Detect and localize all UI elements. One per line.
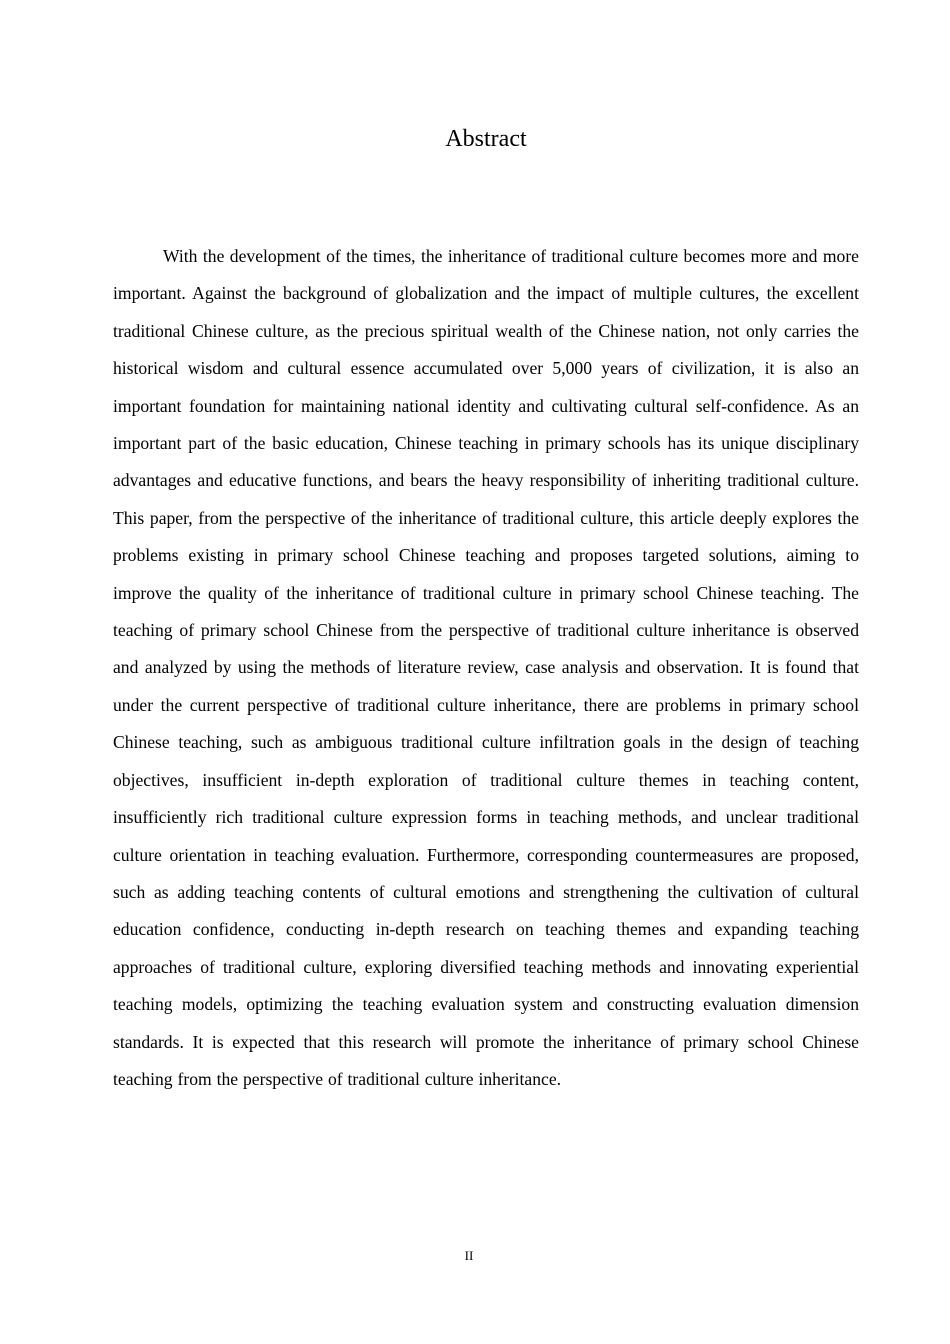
page-number: II [464,1248,474,1263]
abstract-body: With the development of the times, the inheritance of traditional culture becomes more and more important. Against the background of globalization and the impact of multiple cultures, the excellent traditional Chinese culture, as the precious spiritual wealth of the Chinese nation, not only carries the historical wisdom and cultural essence accumulated over 5,000 years of civilization, it is also an important foundation for maintaining national identity and cultivating cultural self-confidence. As an important part of the basic education, Chinese teaching in primary schools has its unique disciplinary advantages and educative functions, and bears the heavy responsibility of inheriting traditional culture. This paper, from the perspective of the inheritance of traditional culture, this article deeply explores the problems existing in primary school Chinese teaching and proposes targeted solutions, aiming to improve the quality of the inheritance of traditional culture in primary school Chinese teaching. The teaching of primary school Chinese from the perspective of traditional culture inheritance is observed and analyzed by using the methods of literature review, case analysis and observation. It is found that under the current perspective of traditional culture inheritance, there are problems in primary school Chinese teaching, such as ambiguous traditional culture infiltration goals in the design of teaching objectives, insufficient in-depth exploration of traditional culture themes in teaching content, insufficiently rich traditional culture expression forms in teaching methods, and unclear traditional culture orientation in teaching evaluation. Furthermore, corresponding countermeasures are proposed, such as adding teaching contents of cultural emotions and strengthening the cultivation of cultural education confidence, conducting in-depth research on teaching themes and expanding teaching approaches of traditional culture, exploring diversified teaching methods and innovating experiential teaching models, optimizing the teaching evaluation system and constructing evaluation dimension standards. It is expected that this research will promote the inheritance of primary school Chinese teaching from the perspective of traditional culture inheritance. [113,246,859,1089]
page-title: Abstract [445,126,527,152]
